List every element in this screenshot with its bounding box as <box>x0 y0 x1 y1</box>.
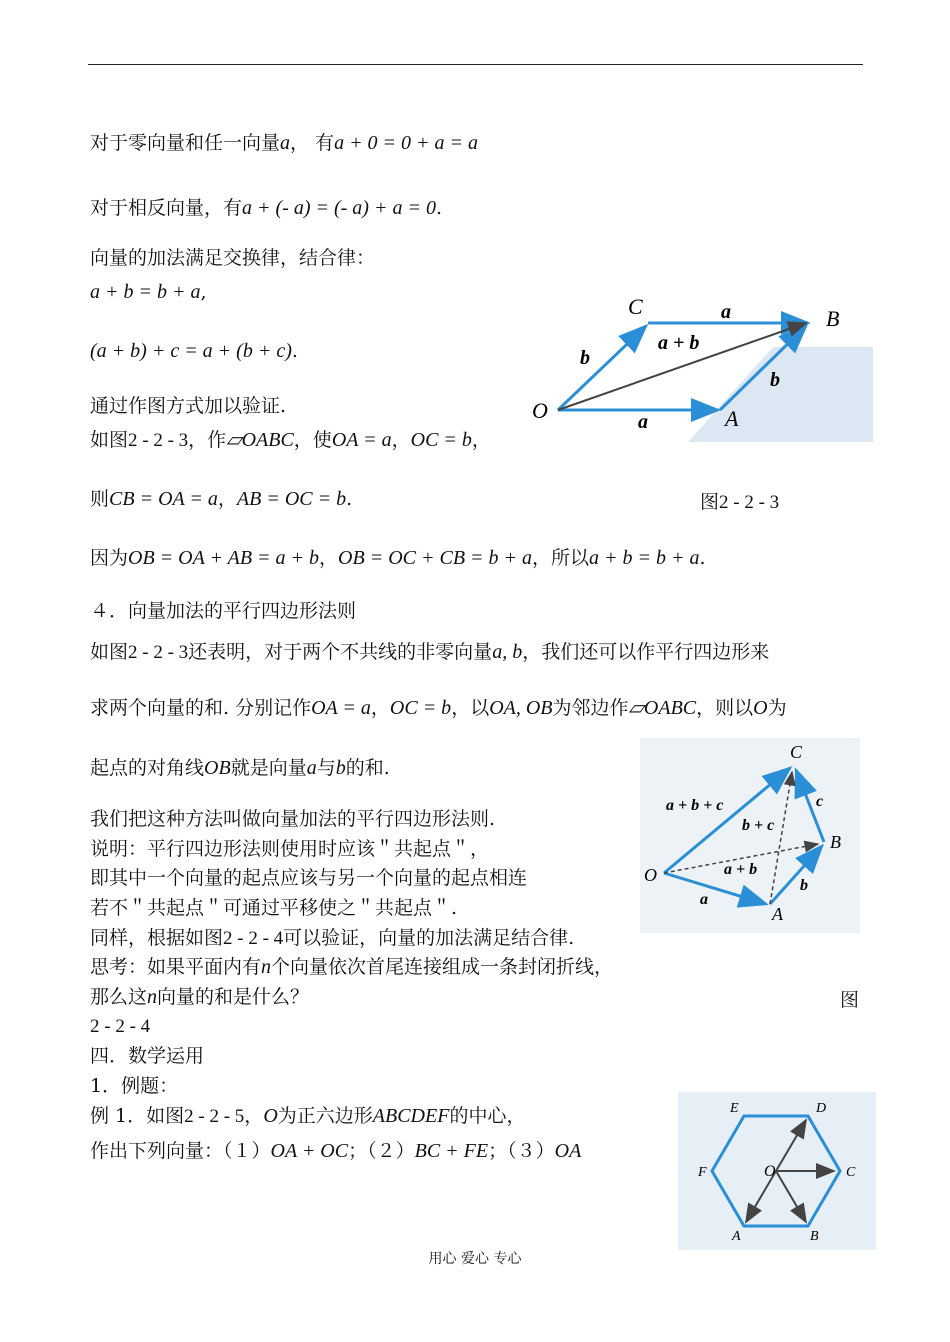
text: 就是向量 <box>230 757 307 779</box>
math: O <box>263 1105 278 1127</box>
figure-ref: 2 - 2 - 4 <box>90 1016 151 1037</box>
text: 还表明，对于两个不共线的非零向量 <box>188 641 493 663</box>
math: a, b <box>492 641 523 663</box>
text: 例 1．如图 <box>90 1105 185 1127</box>
label-e-point: E <box>730 1101 739 1116</box>
text: 说明：平行四边形法则使用时应该＂共起点＂， <box>90 838 490 860</box>
text: 即其中一个向量的起点应该与另一个向量的起点相连 <box>90 867 528 889</box>
text-line-question <box>90 985 309 1009</box>
text-line-note <box>90 837 489 861</box>
label-vector-b-right: b <box>770 369 780 391</box>
text: 思考：如果平面内有 <box>90 956 262 978</box>
text: . <box>435 197 443 219</box>
text: ， <box>391 429 411 451</box>
math: OB = OA + AB = a + b <box>128 547 320 569</box>
math: b <box>335 757 346 779</box>
caption-fig-2-2-3 <box>700 487 779 514</box>
math: (a + b) + c = a + (b + c) <box>90 340 292 362</box>
label-vector-c: c <box>816 793 824 810</box>
text: ；（３） <box>488 1140 555 1162</box>
label-o: O <box>532 398 548 423</box>
label-a-point: A <box>732 1229 741 1244</box>
text: 起点的对角线 <box>90 757 205 779</box>
text: ，使 <box>293 429 332 451</box>
caption-fig-2-2-4-number <box>90 1014 150 1039</box>
math: ▱OABC <box>226 429 294 451</box>
label-a-point: A <box>772 904 783 924</box>
figure-background <box>640 738 860 933</box>
math: a + b = b + a <box>589 547 700 569</box>
label-o: O <box>644 865 657 885</box>
label-d-point: D <box>816 1101 827 1116</box>
text-line-think <box>90 955 613 979</box>
text-line-fig-shows <box>90 640 769 665</box>
text: 的中心， <box>449 1105 526 1127</box>
text-line-construct <box>90 428 491 453</box>
math: OB = OC + CB = b + a <box>338 547 533 569</box>
text-line-examples <box>90 1074 178 1098</box>
label-a-point: A <box>725 406 739 431</box>
math: CB = OA = a <box>109 488 218 510</box>
text: . <box>699 547 706 569</box>
caption-fig-2-2-4 <box>840 985 859 1012</box>
text: 如图 <box>90 429 129 451</box>
text: ，则以 <box>696 697 754 719</box>
math: OA <box>554 1140 582 1162</box>
math: O <box>753 697 768 719</box>
label-c-point: C <box>628 294 643 319</box>
math: n <box>261 956 272 978</box>
text: 对于零向量和任一向量 <box>90 132 281 154</box>
text: 则 <box>90 488 110 510</box>
figure-ref: 2 - 2 - 3 <box>128 430 189 451</box>
math: a + (- a) = (- a) + a = 0 <box>242 197 436 219</box>
text: ， <box>370 697 390 719</box>
label-b-plus-c: b + c <box>742 817 775 834</box>
text: ，我们还可以作平行四边形来 <box>522 641 770 663</box>
formula-commutative <box>90 280 207 304</box>
math: ABCDEF <box>372 1105 450 1127</box>
text: ， <box>244 1105 264 1127</box>
text: ， <box>319 547 339 569</box>
text: 如图 <box>90 641 129 663</box>
text-line-similarly <box>90 926 574 951</box>
math: a + b = b + a <box>90 281 201 303</box>
text-line-note-3 <box>90 896 457 920</box>
text: , <box>200 281 207 303</box>
label-vector-b: b <box>800 877 808 894</box>
label-b-point: B <box>830 832 841 852</box>
text: 我们把这种方法叫做向量加法的平行四边形法则. <box>90 808 496 830</box>
math: OC = b <box>389 697 452 719</box>
text-line-tasks <box>90 1139 680 1163</box>
text: ，所以 <box>532 547 590 569</box>
math: n <box>147 986 158 1008</box>
math: OA = a <box>331 429 392 451</box>
text-line-zero-vector <box>90 131 478 155</box>
math: a + 0 = 0 + a = a <box>334 132 479 154</box>
text: 对于相反向量，有 <box>90 197 243 219</box>
text-line-laws <box>90 246 375 270</box>
math: OB <box>204 757 231 779</box>
header-rule <box>88 64 863 65</box>
math: AB = OC = b <box>236 488 347 510</box>
text: 向量的和是什么？ <box>157 986 310 1008</box>
text-line-note-2 <box>90 866 527 890</box>
math: a <box>306 757 317 779</box>
label-vector-a-top: a <box>721 301 731 323</box>
text-line-example-1 <box>90 1104 525 1129</box>
section-heading-applications <box>90 1044 204 1068</box>
text: 同样，根据如图 <box>90 927 224 949</box>
text: ４．向量加法的平行四边形法则 <box>90 600 357 622</box>
label-vector-a: a <box>700 891 708 908</box>
text-line-then <box>90 487 352 511</box>
label-a-plus-b: a + b <box>658 332 700 354</box>
figure-ref: 2 - 2 - 4 <box>223 928 284 949</box>
label-vector-a-bottom: a <box>638 411 648 433</box>
math: OC = b <box>410 429 472 451</box>
text: ， <box>471 429 491 451</box>
text: 为正六边形 <box>277 1105 373 1127</box>
formula-associative <box>90 339 298 363</box>
text: 与 <box>316 757 336 779</box>
text-line-diagonal <box>90 756 390 780</box>
text: 因为 <box>90 547 129 569</box>
label-f-point: F <box>698 1165 707 1180</box>
text: 四．数学运用 <box>90 1045 205 1067</box>
label-o: O <box>764 1163 776 1180</box>
text: . <box>291 340 298 362</box>
figure-2-2-4 <box>640 738 860 933</box>
text: 个向量依次首尾连接组成一条封闭折线， <box>271 956 614 978</box>
label-vector-b-left: b <box>580 347 590 369</box>
text: 为 <box>767 697 787 719</box>
label-a-plus-b-plus-c: a + b + c <box>666 797 724 814</box>
text-line-because <box>90 546 706 570</box>
section-heading-parallelogram-law <box>90 599 356 623</box>
label-a-plus-b: a + b <box>724 861 758 878</box>
text: 为邻边作 <box>552 697 629 719</box>
text: 2 - 2 - 3 <box>719 492 780 513</box>
text: 若不＂共起点＂可通过平移使之＂共起点＂. <box>90 897 458 919</box>
text-line-opposite-vector <box>90 196 442 220</box>
label-b-point: B <box>810 1229 819 1244</box>
text: ， <box>217 488 237 510</box>
figure-2-2-3 <box>528 282 873 442</box>
math: OA, OB <box>489 697 553 719</box>
text: 那么这 <box>90 986 148 1008</box>
figure-ref: 2 - 2 - 3 <box>128 642 189 663</box>
figure-2-2-5 <box>678 1092 876 1250</box>
page-footer: 用心 爱心 专心 <box>428 1251 522 1267</box>
label-c-point: C <box>846 1165 856 1180</box>
text: ；（２） <box>348 1140 415 1162</box>
text: 的和. <box>345 757 390 779</box>
label-b-point: B <box>826 306 840 331</box>
text: 图 <box>840 989 860 1011</box>
math: a <box>280 132 291 154</box>
text: ，以 <box>451 697 490 719</box>
math: OA = a <box>311 697 371 719</box>
label-c-point: C <box>790 742 803 762</box>
text-line-method <box>90 807 495 831</box>
text: 1．例题： <box>90 1075 179 1097</box>
figure-ref: 2 - 2 - 5 <box>184 1106 245 1127</box>
text: 求两个向量的和. 分别记作 <box>90 697 312 719</box>
text: ，作 <box>188 429 227 451</box>
text: 通过作图方式加以验证. <box>90 395 287 417</box>
text: ， 有 <box>290 132 335 154</box>
text: 图 <box>700 491 720 513</box>
text: . <box>346 488 353 510</box>
math: OA + OC <box>270 1140 349 1162</box>
math: ▱OABC <box>628 697 697 719</box>
text-line-verify <box>90 394 286 418</box>
math: BC + FE <box>414 1140 489 1162</box>
text: 作出下列向量：（１） <box>90 1140 271 1162</box>
text: 可以验证，向量的加法满足结合律. <box>283 927 575 949</box>
text-line-denote <box>90 696 787 720</box>
text: 向量的加法满足交换律，结合律： <box>90 247 376 269</box>
